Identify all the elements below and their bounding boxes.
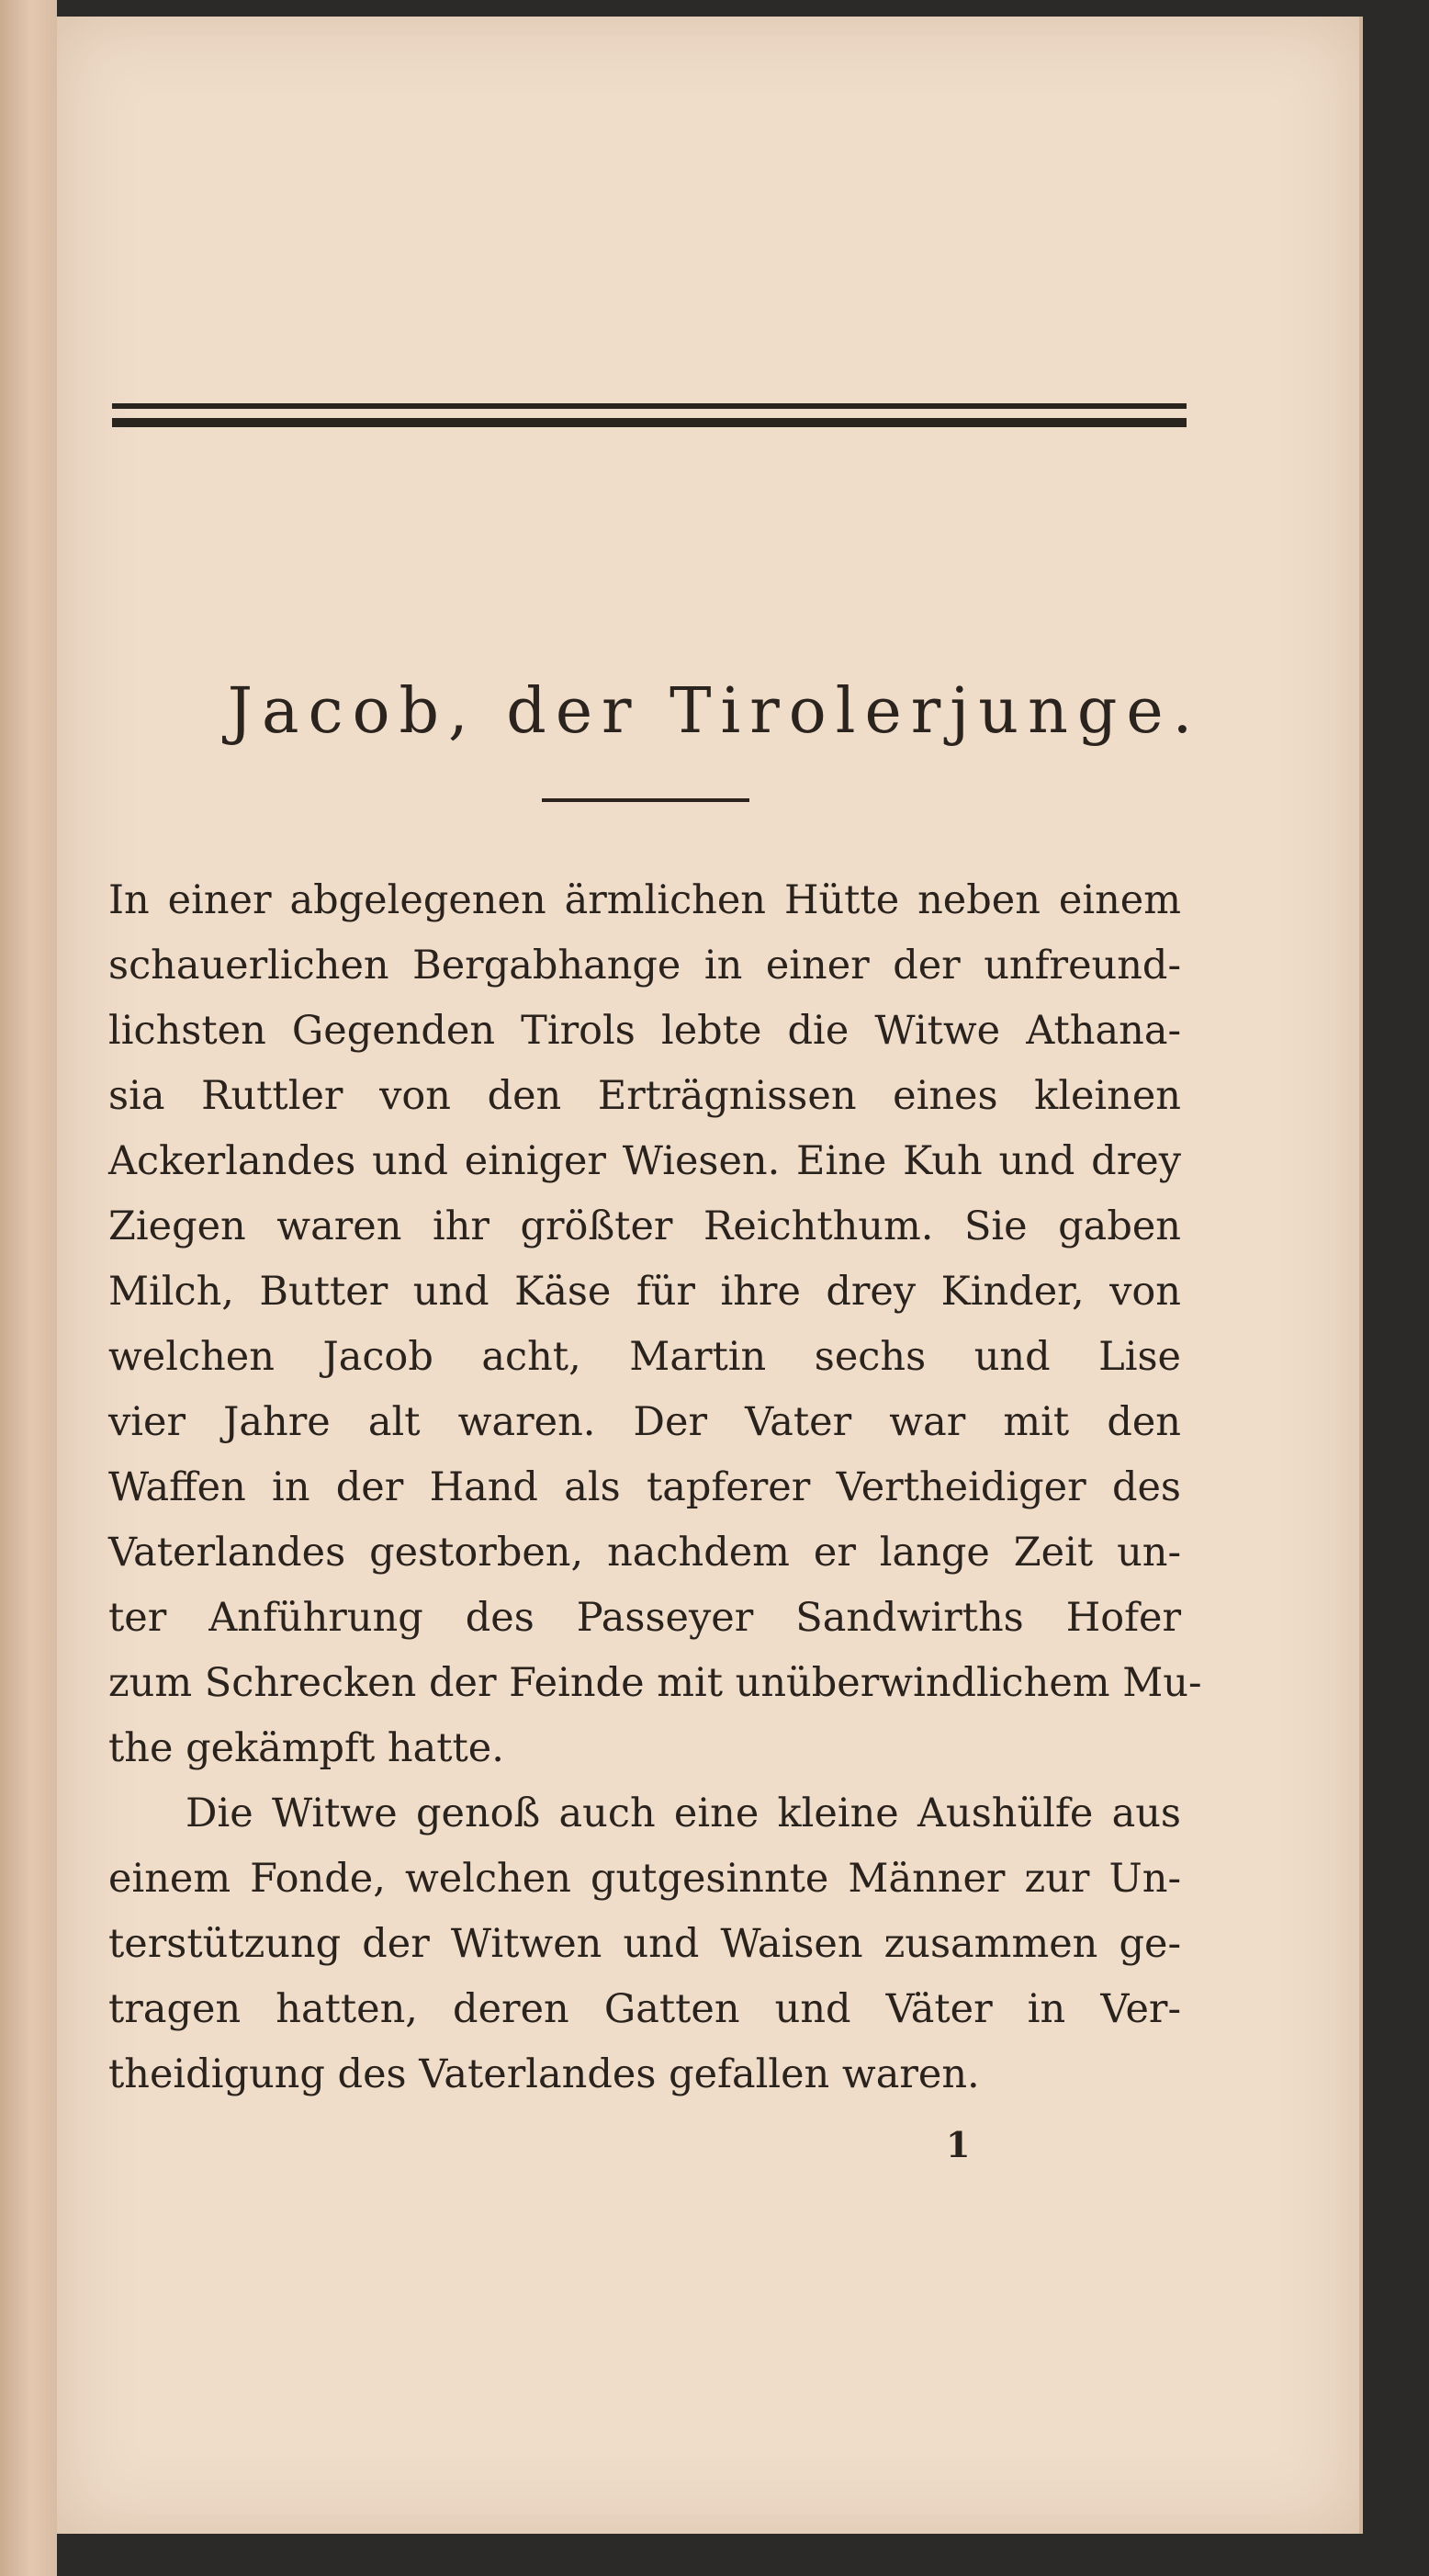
title-underline-rule [542, 798, 749, 802]
text-line: theidigung des Vaterlandes gefallen waren. [108, 2051, 980, 2097]
paragraph-1 [108, 868, 1202, 1781]
text-line: Ackerlandes und einiger Wiesen. Eine Kuh und drey [108, 1138, 1181, 1184]
text-line: Ziegen waren ihr größter Reichthum. Sie gaben [108, 1203, 1181, 1249]
book-spine-edge [0, 0, 57, 2576]
text-line: In einer abgelegenen ärmlichen Hütte neben einem [108, 877, 1181, 923]
header-rule-thin [112, 403, 1187, 409]
text-line: Waffen in der Hand als tapferer Vertheidiger des [108, 1464, 1181, 1510]
text-line: lichsten Gegenden Tirols lebte die Witwe Athana- [108, 1008, 1181, 1054]
text-line: Die Witwe genoß auch eine kleine Aushülfe aus [186, 1791, 1181, 1836]
text-line: terstützung der Witwen und Waisen zusammen ge- [108, 1921, 1181, 1967]
text-line: ter Anführung des Passeyer Sandwirths Hofer [108, 1595, 1181, 1641]
text-line: zum Schrecken der Feinde mit unüberwindlichem Mu- [108, 1660, 1202, 1706]
body-text [108, 868, 1202, 2107]
text-line: Milch, Butter und Käse für ihre drey Kinder, von [108, 1269, 1181, 1315]
chapter-title: Jacob, der Tirolerjunge. [227, 675, 1202, 748]
text-line: sia Ruttler von den Erträgnissen eines kleinen [108, 1073, 1181, 1119]
header-rule-thick [112, 418, 1187, 427]
signature-mark: 1 [946, 2124, 971, 2165]
text-line: the gekämpft hatte. [108, 1725, 504, 1771]
paragraph-2 [108, 1781, 1181, 2107]
text-line: tragen hatten, deren Gatten und Väter in Ver- [108, 1986, 1181, 2032]
text-line: vier Jahre alt waren. Der Vater war mit den [108, 1399, 1181, 1445]
text-line: schauerlichen Bergabhange in einer der unfreund- [108, 943, 1181, 989]
text-line: Vaterlandes gestorben, nachdem er lange Zeit un- [108, 1530, 1181, 1576]
text-line: einem Fonde, welchen gutgesinnte Männer zur Un- [108, 1856, 1181, 1902]
text-line: welchen Jacob acht, Martin sechs und Lise [108, 1334, 1181, 1380]
